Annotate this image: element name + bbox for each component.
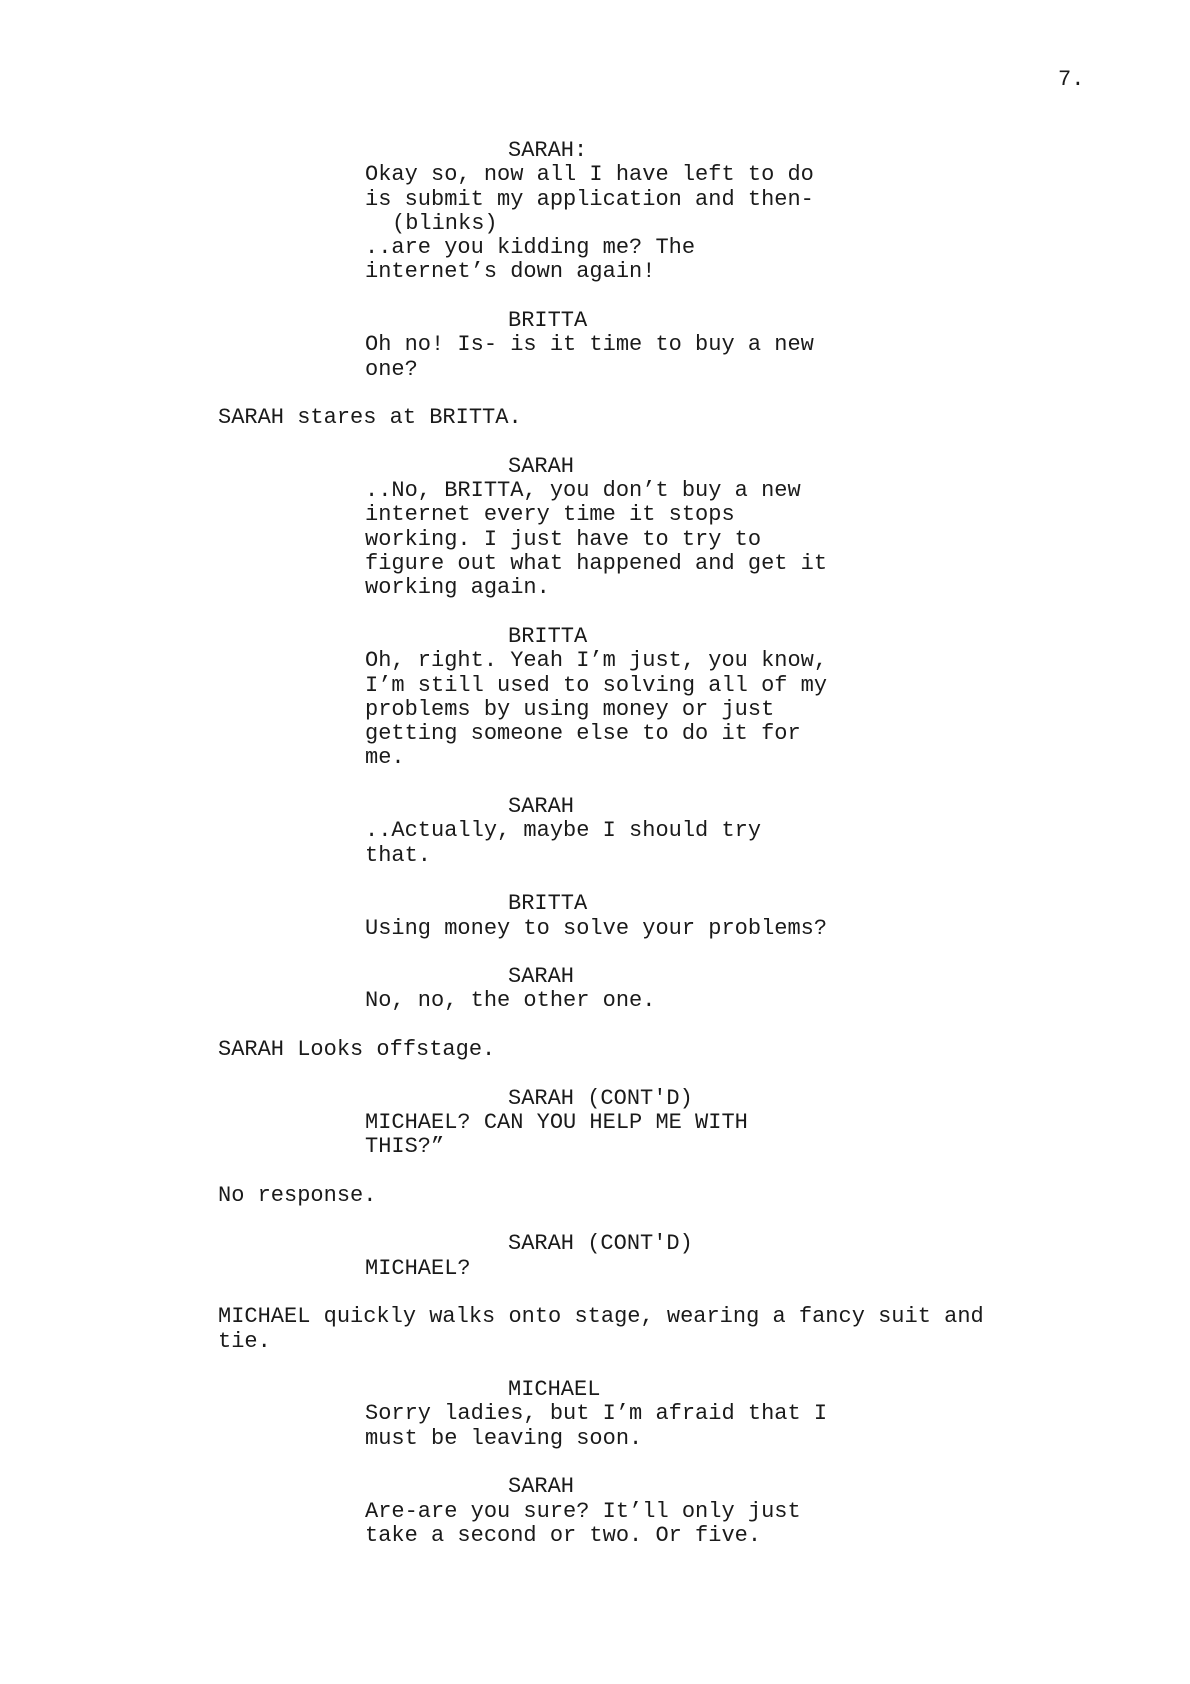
dialogue-line: MICHAEL? CAN YOU HELP ME WITH xyxy=(365,1109,748,1135)
block-spacer xyxy=(0,868,1190,892)
dialogue-line: Are-are you sure? It’ll only just xyxy=(365,1498,801,1524)
dialogue-line: THIS?” xyxy=(365,1134,445,1160)
character-cue: SARAH xyxy=(508,1474,575,1500)
action-line xyxy=(218,1038,1058,1062)
block-spacer xyxy=(0,1159,1190,1183)
dialogue-block xyxy=(365,989,885,1013)
dialogue-block xyxy=(365,1500,885,1549)
block-spacer xyxy=(0,1062,1190,1086)
screenplay-body xyxy=(0,139,1190,1548)
dialogue-line: I’m still used to solving all of my xyxy=(365,672,828,698)
dialogue-block xyxy=(365,479,885,600)
dialogue-line: getting someone else to do it for xyxy=(365,721,801,747)
dialogue-line: working. I just have to try to xyxy=(365,526,762,552)
character-cue: BRITTA xyxy=(508,308,588,334)
character-cue: SARAH xyxy=(508,964,575,990)
dialogue-line: Oh no! Is- is it time to buy a new xyxy=(365,332,814,358)
dialogue-block xyxy=(365,1111,885,1160)
action-line xyxy=(218,1184,1058,1208)
dialogue-block xyxy=(365,649,885,770)
block-spacer xyxy=(0,382,1190,406)
dialogue-line: internet’s down again! xyxy=(365,259,656,285)
dialogue-line: that. xyxy=(365,842,432,868)
dialogue-line: No, no, the other one. xyxy=(365,988,656,1014)
dialogue-line: ..are you kidding me? The xyxy=(365,235,696,261)
dialogue-line: one? xyxy=(365,356,418,382)
action-text: tie. xyxy=(218,1328,271,1354)
character-cue: MICHAEL xyxy=(508,1377,601,1403)
character-cue: SARAH (CONT'D) xyxy=(508,1085,693,1111)
character-cue: SARAH xyxy=(508,794,575,820)
character-cue: BRITTA xyxy=(508,623,588,649)
page-number: 7. xyxy=(1058,67,1085,92)
dialogue-block xyxy=(365,1257,885,1281)
action-text: No response. xyxy=(218,1182,377,1208)
block-spacer xyxy=(0,941,1190,965)
dialogue-line: Sorry ladies, but I’m afraid that I xyxy=(365,1401,828,1427)
action-text: SARAH Looks offstage. xyxy=(218,1036,496,1062)
dialogue-line: Oh, right. Yeah I’m just, you know, xyxy=(365,648,828,674)
character-cue: BRITTA xyxy=(508,891,588,917)
action-text: MICHAEL quickly walks onto stage, wearing a fancy suit and xyxy=(218,1304,984,1330)
dialogue-line: problems by using money or just xyxy=(365,696,775,722)
block-spacer xyxy=(0,771,1190,795)
character-cue: SARAH: xyxy=(508,138,588,163)
dialogue-line: must be leaving soon. xyxy=(365,1425,643,1451)
dialogue-line: ..No, BRITTA, you don’t buy a new xyxy=(365,478,801,504)
dialogue-line: figure out what happened and get it xyxy=(365,551,828,577)
action-line xyxy=(218,406,1058,430)
dialogue-block xyxy=(365,163,885,212)
dialogue-block xyxy=(365,1402,885,1451)
dialogue-line: Okay so, now all I have left to do xyxy=(365,162,814,188)
block-spacer xyxy=(0,1281,1190,1305)
dialogue-block xyxy=(365,819,885,868)
dialogue-line: Using money to solve your problems? xyxy=(365,915,828,941)
dialogue-block xyxy=(365,236,885,285)
block-spacer xyxy=(0,1208,1190,1232)
dialogue-line: take a second or two. Or five. xyxy=(365,1522,762,1548)
block-spacer xyxy=(0,1451,1190,1475)
action-line xyxy=(218,1305,1058,1354)
block-spacer xyxy=(0,431,1190,455)
action-text: SARAH stares at BRITTA. xyxy=(218,405,522,431)
dialogue-block xyxy=(365,333,885,382)
dialogue-line: internet every time it stops xyxy=(365,502,735,528)
block-spacer xyxy=(0,1014,1190,1038)
dialogue-line: is submit my application and then- xyxy=(365,186,814,212)
parenthetical: (blinks) xyxy=(392,210,498,236)
dialogue-line: ..Actually, maybe I should try xyxy=(365,818,762,844)
dialogue-line: MICHAEL? xyxy=(365,1255,471,1281)
dialogue-line: me. xyxy=(365,745,405,771)
dialogue-line: working again. xyxy=(365,575,550,601)
dialogue-block xyxy=(365,917,885,941)
block-spacer xyxy=(0,1354,1190,1378)
character-cue: SARAH (CONT'D) xyxy=(508,1231,693,1257)
block-spacer xyxy=(0,601,1190,625)
character-cue: SARAH xyxy=(508,453,575,479)
block-spacer xyxy=(0,285,1190,309)
